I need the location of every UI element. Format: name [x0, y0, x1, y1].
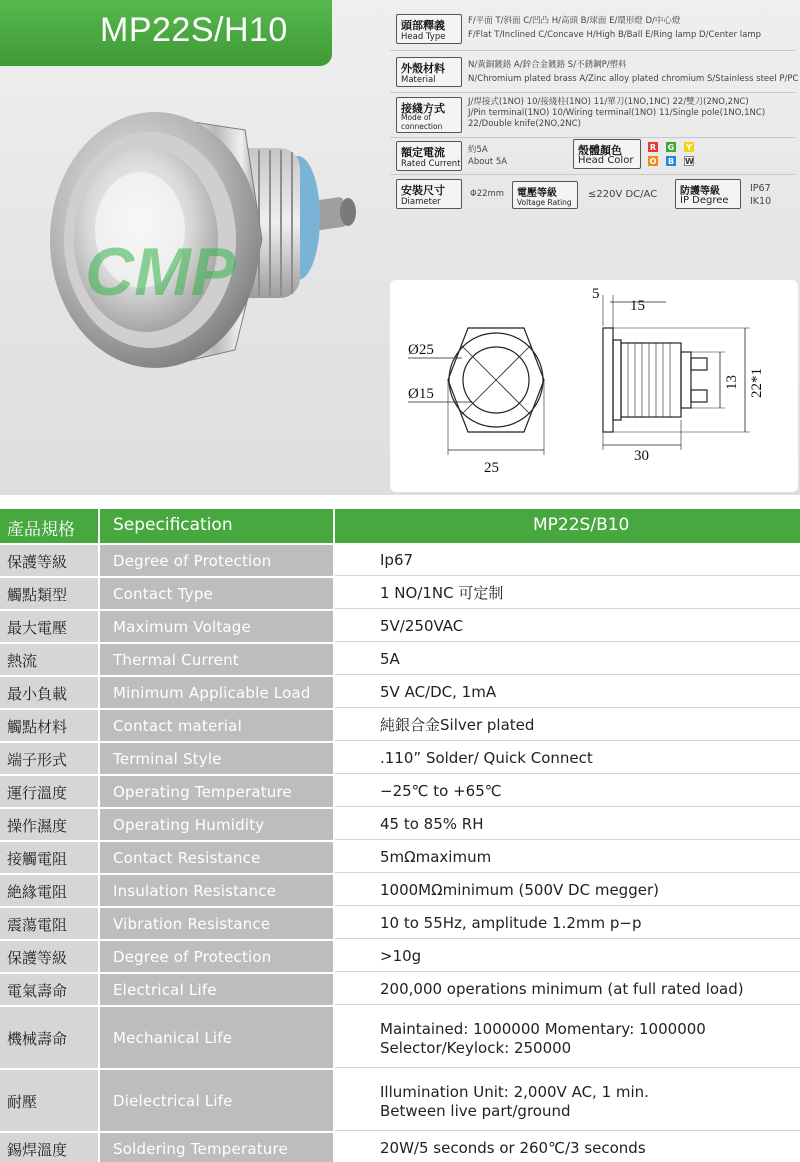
- spec-value: Ip67: [335, 545, 800, 576]
- spec-label-cn: 保護等級: [0, 941, 98, 972]
- spec-label-en: Contact Type: [100, 578, 333, 609]
- spec-label-cn: 錫焊溫度: [0, 1133, 98, 1162]
- spec-label-en: Mechanical Life: [100, 1007, 333, 1068]
- spec-label-cn: 操作濕度: [0, 809, 98, 840]
- spec-row: [0, 875, 800, 906]
- legend-label: 額定電流 Rated Current: [396, 141, 462, 171]
- spec-row: [0, 842, 800, 873]
- spec-label-cn: 保護等級: [0, 545, 98, 576]
- spec-row: [0, 578, 800, 609]
- spec-label-cn: 震蕩電阻: [0, 908, 98, 939]
- color-swatch-w: W: [685, 157, 694, 166]
- spec-value: Maintained: 1000000 Momentary: 1000000 Selector/Keylock: 250000: [335, 1007, 800, 1068]
- spec-label-en: Contact Resistance: [100, 842, 333, 873]
- spec-row: [0, 1070, 800, 1131]
- spec-label-en: Vibration Resistance: [100, 908, 333, 939]
- spec-label-en: Degree of Protection: [100, 941, 333, 972]
- spec-row: [0, 908, 800, 939]
- spec-label-en: Dielectrical Life: [100, 1070, 333, 1131]
- spec-value: 純銀合金Silver plated: [335, 710, 800, 741]
- spec-value: 10 to 55Hz, amplitude 1.2mm p−p: [335, 908, 800, 939]
- spec-value: 20W/5 seconds or 260℃/3 seconds: [335, 1133, 800, 1162]
- spec-row: [0, 974, 800, 1005]
- spec-value: >10g: [335, 941, 800, 972]
- spec-label-en: Terminal Style: [100, 743, 333, 774]
- header-cell-en: Sepecification: [100, 509, 333, 543]
- header-cell-model: MP22S/B10: [335, 509, 800, 543]
- spec-label-cn: 最小負載: [0, 677, 98, 708]
- spec-label-cn: 端子形式: [0, 743, 98, 774]
- spec-label-cn: 觸點材料: [0, 710, 98, 741]
- legend-head-type: 頭部釋義 Head Type F/平面 T/斜面 C/凹凸 H/高頭 B/球面 E/環形燈 D/中心燈 F/Flat T/Inclined C/Concave H/High B/Ball E/Ring lamp D/Center lamp: [390, 10, 795, 46]
- title-banner: [0, 0, 332, 66]
- dim-diameter-25: Ø25: [408, 342, 434, 358]
- legend-label: 安裝尺寸 Diameter: [396, 179, 462, 209]
- spec-value: 5A: [335, 644, 800, 675]
- spec-label-cn: 機械壽命: [0, 1007, 98, 1068]
- legend-material: 外殼材料 Material N/黃銅鍍鉻 A/鋅合金鍍鉻 S/不銹鋼P/塑料 N/Chromium plated brass A/Zinc alloy plated chromium S/Stainless steel P/PC: [390, 54, 795, 90]
- color-swatch-b: B: [667, 157, 675, 166]
- dim-15: 15: [630, 298, 645, 314]
- spec-label-cn: 接觸電阻: [0, 842, 98, 873]
- dim-22: 22*1: [749, 368, 765, 398]
- spec-value: 5V AC/DC, 1mA: [335, 677, 800, 708]
- model-code-legend: [390, 10, 799, 215]
- watermark-logo: CMP: [85, 234, 237, 310]
- spec-row: [0, 941, 800, 972]
- divider: [390, 50, 795, 51]
- dim-width-30: 30: [634, 448, 649, 464]
- divider: [390, 92, 795, 93]
- spec-label-cn: 觸點類型: [0, 578, 98, 609]
- color-swatch-r: R: [649, 143, 657, 152]
- spec-label-cn: 絶緣電阻: [0, 875, 98, 906]
- spec-label-en: Minimum Applicable Load: [100, 677, 333, 708]
- legend-label: 殼體顏色 Head Color: [573, 139, 641, 169]
- spec-value: 5V/250VAC: [335, 611, 800, 642]
- spec-value: −25℃ to +65℃: [335, 776, 800, 807]
- spec-row: [0, 743, 800, 774]
- spec-label-en: Soldering Temperature: [100, 1133, 333, 1162]
- legend-diameter-voltage-ip: 安裝尺寸 Diameter Φ22mm 電壓等級 Voltage Rating ≤220V DC/AC 防護等級 IP Degree IP67 IK10: [390, 176, 795, 212]
- spec-label-cn: 最大電壓: [0, 611, 98, 642]
- spec-value: 1 NO/1NC 可定制: [335, 578, 800, 609]
- spec-row: [0, 1007, 800, 1068]
- spec-label-en: Thermal Current: [100, 644, 333, 675]
- spec-row: [0, 545, 800, 576]
- legend-current-color: 額定電流 Rated Current 約5A About 5A 殼體顏色 Head Color R G Y O B W: [390, 139, 795, 173]
- spec-row: [0, 710, 800, 741]
- divider: [390, 137, 795, 138]
- spec-label-en: Insulation Resistance: [100, 875, 333, 906]
- spec-label-en: Operating Temperature: [100, 776, 333, 807]
- color-swatch-g: G: [667, 143, 675, 152]
- legend-label: 頭部釋義 Head Type: [396, 14, 462, 44]
- spec-row: [0, 677, 800, 708]
- spec-value: 5mΩmaximum: [335, 842, 800, 873]
- spec-row: [0, 644, 800, 675]
- divider: [390, 174, 795, 175]
- legend-connection: 接綫方式 Mode of connection J/焊接式(1NO) 10/接綫柱(1NO) 11/單刀(1NO,1NC) 22/雙刀(2NO,2NC) J/Pin terminal(1NO) 10/Wiring terminal(1NO) 11/Single pole(1NO,1NC) 22/Double knife(2NO,2NC): [390, 95, 795, 135]
- dim-5: 5: [592, 286, 600, 302]
- push-button-switch-image: [30, 90, 380, 420]
- spec-label-cn: 電氣壽命: [0, 974, 98, 1005]
- spec-label-cn: 運行溫度: [0, 776, 98, 807]
- spec-label-en: Operating Humidity: [100, 809, 333, 840]
- spec-value: .110” Solder/ Quick Connect: [335, 743, 800, 774]
- dim-13: 13: [724, 375, 740, 390]
- legend-label: 電壓等級 Voltage Rating: [512, 181, 578, 209]
- spec-row: [0, 809, 800, 840]
- spec-label-cn: 耐壓: [0, 1070, 98, 1131]
- dim-width-25: 25: [484, 460, 499, 476]
- spec-label-cn: 熱流: [0, 644, 98, 675]
- spec-label-en: Contact material: [100, 710, 333, 741]
- legend-label: 接綫方式 Mode of connection: [396, 97, 462, 133]
- color-swatch-y: Y: [684, 142, 694, 152]
- spec-label-en: Degree of Protection: [100, 545, 333, 576]
- spec-label-en: Maximum Voltage: [100, 611, 333, 642]
- header-cell-cn: 產品規格: [0, 509, 98, 543]
- legend-label: 外殼材料 Material: [396, 57, 462, 87]
- product-title: MP22S/H10: [100, 11, 288, 49]
- spec-row: [0, 611, 800, 642]
- spec-row: [0, 1133, 800, 1162]
- product-showcase: [0, 0, 800, 495]
- dimension-drawing: [390, 280, 798, 492]
- color-swatch-o: O: [649, 157, 657, 166]
- spec-value: 1000MΩminimum (500V DC megger): [335, 875, 800, 906]
- spec-value: Illumination Unit: 2,000V AC, 1 min. Between live part/ground: [335, 1070, 800, 1131]
- spec-label-en: Electrical Life: [100, 974, 333, 1005]
- spec-value: 200,000 operations minimum (at full rated load): [335, 974, 800, 1005]
- legend-label: 防護等級 IP Degree: [675, 179, 741, 209]
- specification-table: [0, 509, 800, 1162]
- spec-value: 45 to 85% RH: [335, 809, 800, 840]
- spec-row: [0, 776, 800, 807]
- dim-diameter-15: Ø15: [408, 386, 434, 402]
